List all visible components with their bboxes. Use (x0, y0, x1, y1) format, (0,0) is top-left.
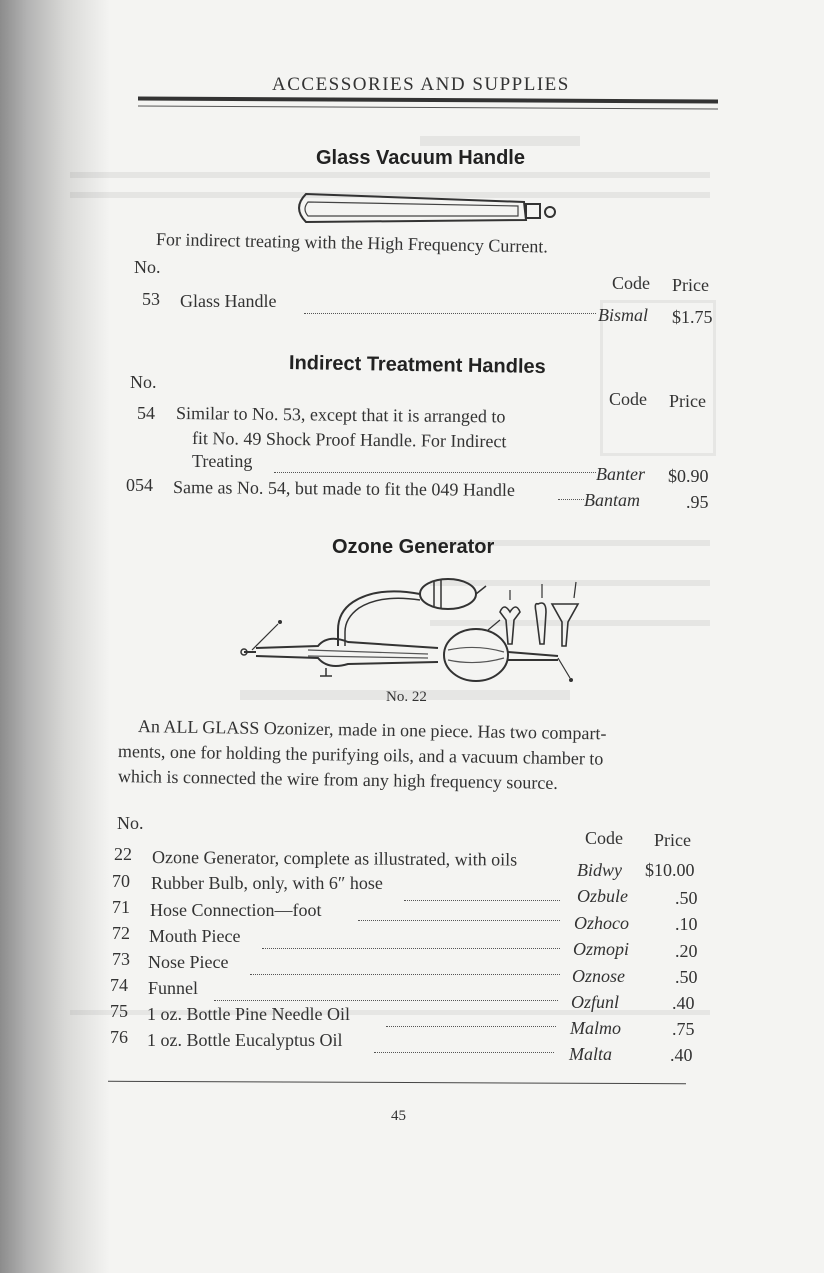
vacuum-handle-icon (288, 188, 568, 232)
figure-caption: No. 22 (386, 689, 427, 705)
running-head: ACCESSORIES AND SUPPLIES (272, 74, 570, 95)
column-header-code: Code (612, 273, 650, 293)
ozone-generator-icon (238, 572, 588, 690)
column-header-code: Code (585, 828, 623, 848)
header-rule-thin (138, 105, 718, 109)
column-header-price: Price (672, 275, 709, 295)
catalog-page: ACCESSORIES AND SUPPLIES Glass Vacuum Handle For indirect treating with the High Frequency Current. No. Code Price 53 Glass Handle Bismal $1.75 Indirect Treatment Handles No. Code Price 54 Similar to No. 53, except that it is arranged to fit No. 49 Shock Proof Handle. For Indirect Treating Banter $0.90 054 Same as No. 54, but made to fit the 049 Handle Bantam .95 Ozone Generator No. 22 An ALL GLASS Ozonizer, made in one piece. Has two compart- ments, one for holding the purifying oils, and a vacuum chamber to which is connected the wire from any high frequency source. No. Code Price 22 Ozone Generator, complete as illustrated, with oils Bidwy $10.00 70 Rubber Bulb, only, with 6″ hose Ozbule .50 71 Hose Connection—foot Ozhoco .10 72 Mouth Piece Ozmopi .20 73 Nose Piece Oznose .50 74 Funnel Ozfunl .40 75 1 oz. Bottle Pine Needle Oil Malmo .75 76 1 oz. Bottle Eucalyptus Oil Malta .40 45 (0, 0, 824, 1273)
footer-rule (108, 1081, 686, 1085)
header-rule-thick (138, 96, 718, 103)
section-title-glass-vacuum-handle: Glass Vacuum Handle (316, 147, 525, 169)
glass-handle-description: For indirect treating with the High Frequency Current. (155, 229, 549, 257)
column-header-no: No. (134, 257, 161, 277)
page-number: 45 (391, 1108, 406, 1124)
column-header-code: Code (609, 389, 647, 409)
section-title-ozone-generator: Ozone Generator (332, 536, 495, 558)
column-header-price: Price (654, 830, 691, 850)
column-header-no: No. (117, 813, 144, 833)
column-header-price: Price (669, 391, 706, 411)
column-header-no: No. (130, 372, 157, 392)
ozone-description-line-3: which is connected the wire from any high frequency source. (117, 766, 558, 793)
section-title-indirect-treatment-handles: Indirect Treatment Handles (288, 352, 546, 379)
ozone-description-line-1: An ALL GLASS Ozonizer, made in one piece. Has two compart- (137, 716, 607, 744)
ozone-description-line-2: ments, one for holding the purifying oils, and a vacuum chamber to (117, 741, 604, 769)
